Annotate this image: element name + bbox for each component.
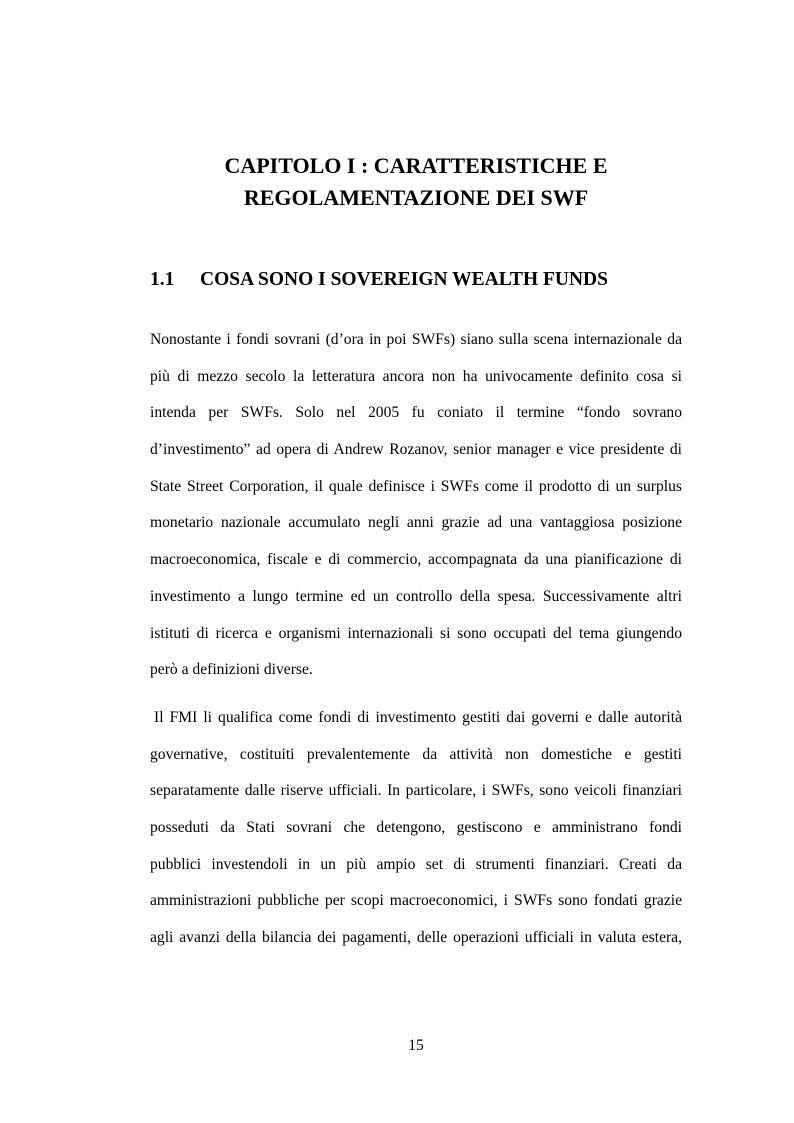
paragraph-line: amministrazioni pubbliche per scopi macroeconomici, i SWFs sono fondati grazie <box>150 892 682 910</box>
paragraph-line: intenda per SWFs. Solo nel 2005 fu coniato il termine “fondo sovrano <box>150 404 682 422</box>
page-number: 15 <box>408 1037 424 1054</box>
section-heading <box>150 268 682 292</box>
paragraph-1 <box>150 322 682 689</box>
chapter-title-line-2: REGOLAMENTAZIONE DEI SWF <box>243 185 589 210</box>
section-title: COSA SONO I SOVEREIGN WEALTH FUNDS <box>200 269 608 290</box>
paragraph-line: però a definizioni diverse. <box>150 661 313 679</box>
paragraph-line: d’investimento” ad opera di Andrew Rozanov, senior manager e vice presidente di <box>150 441 682 459</box>
section-number: 1.1 <box>150 269 175 290</box>
paragraph-2 <box>150 700 682 957</box>
paragraph-line: investimento a lungo termine ed un controllo della spesa. Successivamente altri <box>150 587 682 605</box>
paragraph-line: macroeconomica, fiscale e di commercio, accompagnata da una pianificazione di <box>150 551 682 569</box>
paragraph-line: agli avanzi della bilancia dei pagamenti, delle operazioni ufficiali in valuta estera, <box>150 929 682 947</box>
paragraph-line: Nonostante i fondi sovrani (d’ora in poi SWFs) siano sulla scena internazionale da <box>150 331 682 348</box>
paragraph-line: separatamente dalle riserve ufficiali. In particolare, i SWFs, sono veicoli finanziari <box>150 782 682 800</box>
paragraph-line: istituti di ricerca e organismi internazionali si sono occupati del tema giungendo <box>150 624 682 642</box>
paragraph-line: pubblici investendoli in un più ampio set di strumenti finanziari. Creati da <box>150 855 682 873</box>
paragraph-line: Il FMI li qualifica come fondi di investimento gestiti dai governi e dalle autorità <box>154 709 682 726</box>
chapter-title <box>150 150 682 214</box>
paragraph-line: governative, costituiti prevalentemente da attività non domestiche e gestiti <box>150 745 682 763</box>
paragraph-line: State Street Corporation, il quale definisce i SWFs come il prodotto di un surplus <box>150 477 682 495</box>
chapter-title-line-1: CAPITOLO I : CARATTERISTICHE E <box>224 153 608 178</box>
paragraph-line: posseduti da Stati sovrani che detengono, gestiscono e amministrano fondi <box>150 819 682 837</box>
paragraph-line: più di mezzo secolo la letteratura ancora non ha univocamente definito cosa si <box>150 367 682 385</box>
paragraph-line: monetario nazionale accumulato negli anni grazie ad una vantaggiosa posizione <box>150 514 682 532</box>
